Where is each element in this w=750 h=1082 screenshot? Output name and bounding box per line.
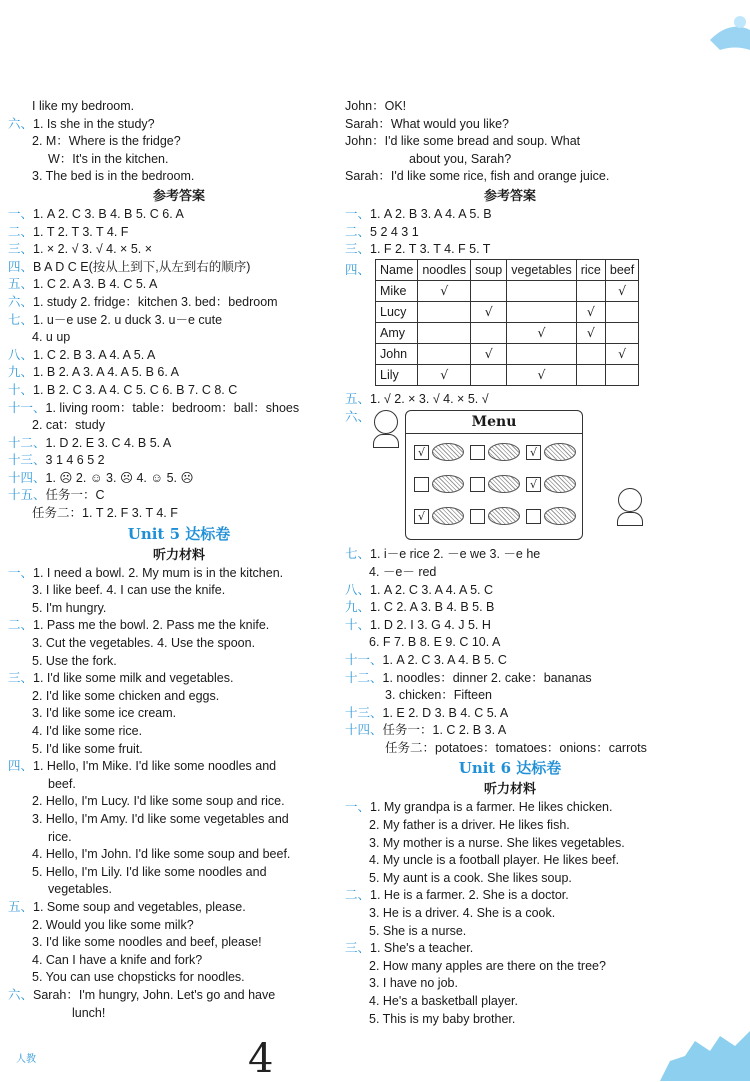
line-text: 5. She is a nurse. [369,923,467,938]
line-text: 1. B 2. A 3. A 4. A 5. B 6. A [33,365,179,380]
answer-line [345,168,675,186]
menu-title: Menu [406,411,582,434]
right-top-lines [345,98,675,259]
menu-item [414,504,464,528]
answer-line [8,899,350,917]
line-text: 1. √ 2. × 3. √ 4. × 5. √ [370,391,489,406]
table-check-cell [471,322,507,343]
answer-line [345,705,675,723]
line-text: 1. My grandpa is a farmer. He likes chicken. [370,800,613,815]
line-text: 3. I like beef. 4. I can use the knife. [32,583,226,598]
line-text: 4. He's a basketball player. [369,994,518,1008]
answer-line [345,958,675,976]
table-check-cell [418,322,471,343]
line-text: John：I'd like some bread and soup. What [345,134,581,149]
line-text: beef. [48,776,76,791]
line-text: 4. I'd like some rice. [32,724,143,738]
line-text: 1. C 2. A 3. B 4. C 5. A [33,277,158,292]
answer-line [8,776,350,794]
question-number: 六、 [8,116,34,131]
question-number: 八、 [345,582,371,597]
line-text: 2. I'd like some chicken and eggs. [32,688,220,703]
question-number: 九、 [345,600,371,615]
answer-line [8,505,350,523]
table-row [376,343,639,364]
table-check-cell: √ [471,343,507,364]
answer-line [8,364,350,382]
line-text: 5 2 4 3 1 [370,224,419,239]
menu-checkbox: √ [414,509,429,524]
line-text: 4. －e－ red [369,564,437,579]
answer-line [345,870,675,888]
section-heading: 听力材料 [152,546,205,562]
food-picture [544,443,576,461]
question-number: 十三、 [345,705,383,720]
answer-line [345,993,675,1011]
line-text: 2. M：Where is the fridge? [32,134,181,149]
table-check-cell: √ [605,280,638,301]
table-check-cell [507,301,576,322]
question-number: 一、 [345,800,371,815]
answer-line [345,98,675,116]
table-header-cell: soup [471,259,507,280]
table-check-cell: √ [507,364,576,385]
section-heading: 参考答案 [483,187,536,203]
answer-line [345,687,675,705]
question-number: 五、 [345,391,371,406]
answer-line [345,546,675,564]
table-row [376,301,639,322]
answer-line [8,705,350,723]
question-number: 一、 [345,206,371,221]
question-number: 十四、 [345,723,383,738]
line-text: 3. Cut the vegetables. 4. Use the spoon. [32,636,256,651]
answer-line [345,599,675,617]
answer-line [8,917,350,935]
line-text: John：OK! [345,99,407,113]
table-name-cell: Mike [376,280,418,301]
question-number: 七、 [345,547,371,562]
table-header-cell: Name [376,259,418,280]
table-check-cell: √ [576,322,605,343]
line-text: 6. F 7. B 8. E 9. C 10. A [369,635,501,650]
menu-section [345,408,675,546]
question-number: 八、 [8,347,34,362]
question-number: 二、 [8,224,34,239]
table-header-cell: beef [605,259,638,280]
food-picture [544,507,576,525]
section-heading: 听力材料 [483,781,536,797]
table-header-cell: noodles [418,259,471,280]
after-table-line [345,391,675,409]
right-bottom-lines [345,546,675,1028]
answer-line [345,224,675,242]
table-check-cell [418,343,471,364]
answer-line [8,151,350,169]
question-number: 九、 [8,365,34,380]
answer-line [8,470,350,488]
line-text: 1. A 2. C 3. A 4. B 5. C [382,652,507,667]
line-text: 5. I'm hungry. [32,600,107,615]
line-text: 任务二：1. T 2. F 3. T 4. F [32,506,178,521]
table-check-cell [576,280,605,301]
table-name-cell: Amy [376,322,418,343]
line-text: 1. E 2. D 3. B 4. C 5. A [382,705,509,720]
line-text: 1. F 2. T 3. T 4. F 5. T [370,242,491,257]
answer-line [345,940,675,958]
line-text: 4. Can I have a knife and fork? [32,952,203,967]
table-check-cell [471,364,507,385]
line-text: 1. u－e use 2. u duck 3. u－e cute [33,312,223,327]
menu-checkbox [414,477,429,492]
answer-line [8,670,350,688]
question-number: 一、 [8,206,34,221]
question-number: 六、 [8,294,34,309]
question-number: 十、 [345,617,371,632]
line-text: Sarah：I'd like some rice, fish and orange juice. [345,169,610,184]
answer-line [345,617,675,635]
line-text: Sarah：What would you like? [345,116,509,131]
answer-line [8,276,350,294]
footer-mark: 人教 [16,1054,36,1065]
line-text: 5. My aunt is a cook. She likes soup. [369,870,572,885]
table-check-cell: √ [418,364,471,385]
table-name-cell: Lily [376,364,418,385]
table-header-cell: vegetables [507,259,576,280]
answer-line [8,347,350,365]
menu-checkbox [470,509,485,524]
line-text: lunch! [72,1005,106,1020]
answer-line [345,1011,675,1029]
answer-line [345,740,675,758]
line-text: I like my bedroom. [32,99,135,113]
menu-item [414,472,464,496]
table-check-cell: √ [418,280,471,301]
line-text: 5. I'd like some fruit. [32,741,143,756]
menu-item [470,440,520,464]
line-text: 5. Use the fork. [32,653,117,668]
line-text: 1. I'd like some milk and vegetables. [33,671,234,686]
answer-line [345,905,675,923]
question-number: 一、 [8,565,34,580]
table-row [376,280,639,301]
table-name-cell: Lucy [376,301,418,322]
line-text: 1. T 2. T 3. T 4. F [33,224,129,239]
unit-title: Unit 6 达标卷 [458,759,562,778]
menu-card [405,410,583,540]
answer-line [8,1005,350,1023]
answer-line [345,133,675,151]
answer-line [345,116,675,134]
answer-line [345,634,675,652]
answer-line [8,793,350,811]
line-text: 1. study 2. fridge：kitchen 3. bed：bedroom [33,294,278,309]
table-check-cell [605,301,638,322]
answer-line [8,846,350,864]
menu-item [526,440,576,464]
food-picture [432,443,464,461]
answer-line [8,116,350,134]
question-number: 四、 [345,262,371,277]
line-text: 任务二：potatoes：tomatoes：onions：carrots [385,740,647,755]
answer-line [8,653,350,671]
answer-line [8,224,350,242]
table-check-cell [507,343,576,364]
line-text: 任务一：1. C 2. B 3. A [382,723,507,738]
answer-line [8,723,350,741]
answer-line [8,635,350,653]
answer-line [8,417,350,435]
left-column [8,98,350,1022]
question-number: 十五、 [8,488,46,503]
table-header-cell: rice [576,259,605,280]
food-picture [432,475,464,493]
question-number: 十一、 [8,400,46,415]
answer-line [345,582,675,600]
line-text: 2. My father is a driver. He likes fish. [369,818,570,833]
line-text: 2. Would you like some milk? [32,917,194,932]
line-text: 2. Hello, I'm Lucy. I'd like some soup and rice. [32,794,285,809]
line-text: 1. C 2. A 3. B 4. B 5. B [370,600,495,615]
answer-line [8,952,350,970]
answer-line [8,758,350,776]
line-text: 1. I need a bowl. 2. My mum is in the kitchen. [33,565,284,580]
answer-line [345,722,675,740]
answer-line [8,206,350,224]
table-check-cell [418,301,471,322]
table-check-cell [471,280,507,301]
food-picture [544,475,576,493]
answer-line [345,241,675,259]
answer-line [8,435,350,453]
food-picture [488,475,520,493]
table-check-cell: √ [605,343,638,364]
table-name-cell: John [376,343,418,364]
line-text: 5. Hello, I'm Lily. I'd like some noodles and [32,864,267,879]
question-number: 十、 [8,382,34,397]
line-text: 1. A 2. C 3. B 4. B 5. C 6. A [33,206,184,221]
food-picture [488,507,520,525]
table-check-cell [576,364,605,385]
menu-checkbox: √ [526,477,541,492]
answer-line [8,400,350,418]
answer-line [345,652,675,670]
line-text: 5. You can use chopsticks for noodles. [32,970,245,985]
corner-decoration-top [650,0,750,90]
line-text: 1. Hello, I'm Mike. I'd like some noodles and [33,759,277,774]
answer-line [8,582,350,600]
line-text: 2. How many apples are there on the tree? [369,958,606,973]
line-text: 1. ☹ 2. ☺ 3. ☹ 4. ☺ 5. ☹ [45,470,194,485]
menu-item [470,472,520,496]
answer-line [8,864,350,882]
menu-checkbox [470,445,485,460]
line-text: 3. Hello, I'm Amy. I'd like some vegetables and [32,811,289,826]
answer-line [8,811,350,829]
line-text: 3. The bed is in the bedroom. [32,169,195,184]
line-text: 1. × 2. √ 3. √ 4. × 5. × [33,242,153,257]
answer-line [8,987,350,1005]
question-number: 二、 [345,224,371,239]
question-number: 三、 [8,242,34,257]
table-row [376,364,639,385]
line-text: 3. He is a driver. 4. She is a cook. [369,906,556,921]
answer-line [8,881,350,899]
answer-line [345,923,675,941]
answer-line [345,835,675,853]
line-text: W：It's in the kitchen. [48,151,169,166]
answer-line [345,799,675,817]
line-text: about you, Sarah? [409,151,512,166]
question-number: 四、 [8,259,34,274]
line-text: 3. I have no job. [369,976,458,991]
question-number: 七、 [8,312,34,327]
line-text: 5. This is my baby brother. [369,1011,516,1026]
answer-line [8,259,350,277]
answer-line [8,98,350,116]
right-column [345,98,675,1028]
line-text: 1. living room：table：bedroom：ball：shoes [45,400,300,415]
answer-line [8,617,350,635]
table-check-cell: √ [507,322,576,343]
line-text: Sarah：I'm hungry, John. Let's go and have [33,987,276,1002]
line-text: 1. He is a farmer. 2. She is a doctor. [370,888,569,903]
answer-line [8,829,350,847]
answer-line [345,151,675,169]
food-table-section [345,259,675,391]
question-number: 十一、 [345,652,383,667]
food-picture [488,443,520,461]
question-number: 二、 [8,618,34,633]
answer-line [8,565,350,583]
line-text: 4. Hello, I'm John. I'd like some soup and beef. [32,847,291,862]
answer-line [8,600,350,618]
question-number: 十三、 [8,453,46,468]
question-number: 三、 [345,242,371,257]
menu-item [470,504,520,528]
line-text: 1. She's a teacher. [370,941,474,956]
line-text: 1. i－e rice 2. －e we 3. －e he [370,547,541,562]
line-text: 4. My uncle is a football player. He likes beef. [369,853,620,868]
table-check-cell [605,364,638,385]
answer-line [8,741,350,759]
line-text: vegetables. [48,882,112,897]
line-text: 1. Some soup and vegetables, please. [33,899,246,914]
line-text: 1. Is she in the study? [33,116,155,131]
food-preference-table [375,259,639,386]
question-number: 三、 [8,671,34,686]
table-row [376,322,639,343]
line-text: 3. My mother is a nurse. She likes vegetables. [369,835,625,850]
answer-line [8,688,350,706]
answer-line [345,564,675,582]
question-number: 二、 [345,888,371,903]
answer-line [8,312,350,330]
answer-line [8,133,350,151]
question-number: 五、 [8,277,34,292]
line-text: 1. D 2. I 3. G 4. J 5. H [370,617,491,632]
answer-line [8,934,350,952]
line-text: 1. D 2. E 3. C 4. B 5. A [45,435,172,450]
answer-line [8,452,350,470]
line-text: 3. I'd like some ice cream. [32,706,177,721]
line-text: 4. u up [32,330,71,345]
food-picture [432,507,464,525]
question-number: 十二、 [345,670,383,685]
menu-grid [406,434,582,534]
table-check-cell: √ [471,301,507,322]
unit-title: Unit 5 达标卷 [127,524,231,543]
answer-line [8,168,350,186]
table-check-cell [576,343,605,364]
menu-item [526,472,576,496]
line-text: 1. B 2. C 3. A 4. C 5. C 6. B 7. C 8. C [33,382,238,397]
answer-line [8,241,350,259]
answer-line [345,391,675,409]
line-text: 3. I'd like some noodles and beef, please! [32,935,262,950]
line-text: 1. noodles：dinner 2. cake：bananas [382,670,592,685]
menu-checkbox [526,509,541,524]
menu-checkbox [470,477,485,492]
line-text: 3. chicken：Fifteen [385,688,492,703]
answer-line [345,975,675,993]
question-number: 六、 [8,987,34,1002]
answer-line [345,206,675,224]
question-number: 四、 [8,759,34,774]
page-number: 4 [248,1036,274,1082]
line-text: rice. [48,829,72,844]
menu-checkbox: √ [414,445,429,460]
line-text: 2. cat：study [32,418,105,433]
menu-item [526,504,576,528]
table-check-cell [605,322,638,343]
question-number: 十四、 [8,470,46,485]
line-text: 3 1 4 6 5 2 [45,453,105,468]
section-heading: 参考答案 [152,187,205,203]
question-number: 十二、 [8,435,46,450]
answer-line [345,887,675,905]
answer-line [345,817,675,835]
table-check-cell [507,280,576,301]
answer-line [345,852,675,870]
answer-line [345,670,675,688]
answer-line [8,969,350,987]
answer-line [8,487,350,505]
line-text: B A D C E(按从上到下,从左到右的顺序) [33,259,251,274]
menu-item [414,440,464,464]
menu-checkbox: √ [526,445,541,460]
answer-line [8,329,350,347]
table-check-cell: √ [576,301,605,322]
question-number: 五、 [8,899,34,914]
boy-illustration [617,488,643,522]
girl-illustration [373,410,399,444]
line-text: 1. Pass me the bowl. 2. Pass me the knife. [33,618,270,633]
line-text: 1. A 2. C 3. A 4. A 5. C [370,582,494,597]
answer-line [8,382,350,400]
line-text: 1. C 2. B 3. A 4. A 5. A [33,347,156,362]
line-text: 任务一：C [45,488,105,503]
question-number: 六、 [345,410,371,425]
question-number: 三、 [345,941,371,956]
answer-line [8,294,350,312]
line-text: 1. A 2. B 3. A 4. A 5. B [370,206,492,221]
